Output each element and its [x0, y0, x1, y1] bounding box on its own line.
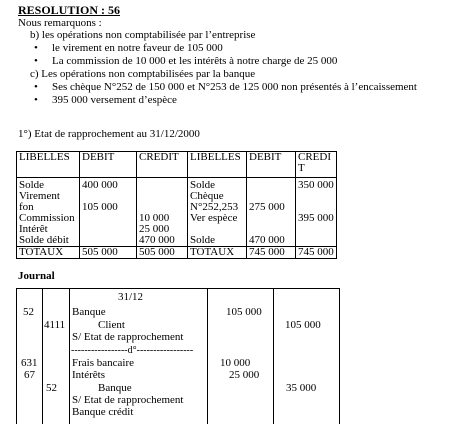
cell-line: 470 000: [139, 234, 175, 246]
header-cell: DEBIT: [247, 152, 296, 178]
journal-border: [273, 288, 274, 424]
page-title: RESOLUTION : 56: [18, 3, 121, 17]
table-totals-row: [17, 247, 337, 259]
cell-line: 350 000: [298, 179, 334, 191]
journal-grid: [16, 288, 340, 424]
right-debit-cell: [247, 178, 296, 247]
journal-top-border: [16, 288, 340, 289]
account-number: 631: [21, 357, 38, 369]
totals-cell: 745 000: [247, 247, 296, 259]
cell-line: 105 000: [82, 201, 118, 213]
right-libelles-cell: [188, 178, 247, 247]
table-body-row: [17, 178, 337, 247]
credit-amount: 35 000: [286, 382, 317, 394]
cell-line: 395 000: [298, 212, 334, 224]
journal-border: [207, 288, 208, 424]
entry-ref: S/ Etat de rapprochement: [72, 331, 184, 343]
cell-line: Solde: [19, 179, 45, 191]
entry-label: Client: [98, 319, 125, 331]
cell-line: 275 000: [249, 201, 285, 213]
separator-line: -----------------d°-----------------: [71, 345, 194, 356]
journal-date: 31/12: [118, 291, 144, 303]
totals-cell: 745 000: [296, 247, 337, 259]
remark-b: b) les opérations non comptabilisée par l’entreprise: [30, 29, 256, 41]
cell-line: Intérêt: [19, 223, 48, 235]
account-number: 52: [46, 382, 57, 394]
account-number: 4111: [44, 319, 66, 331]
remark-bullet: • le virement en notre faveur de 105 000: [34, 42, 223, 54]
cell-line: Commission: [19, 212, 75, 224]
left-debit-cell: [80, 178, 137, 247]
totals-cell: TOTAUX: [188, 247, 247, 259]
debit-amount: 25 000: [229, 369, 260, 381]
totals-cell: TOTAUX: [17, 247, 80, 259]
journal-border: [42, 288, 43, 424]
cell-line: Solde débit: [19, 234, 69, 246]
entry-label: Frais bancaire: [72, 357, 134, 369]
header-cell: DEBIT: [80, 152, 137, 178]
journal-border: [339, 288, 340, 424]
cell-line: fon: [19, 201, 34, 213]
header-cell: CREDI T: [296, 152, 337, 178]
header-cell: LIBELLES: [188, 152, 247, 178]
debit-amount: 10 000: [220, 357, 251, 369]
entry-label: Banque: [98, 382, 132, 394]
cell-line: 25 000: [139, 223, 170, 235]
cell-line: N°252,253: [190, 201, 239, 213]
remark-bullet: • La commission de 10 000 et les intérêts à notre charge de 25 000: [34, 55, 337, 67]
journal-title: Journal: [18, 270, 55, 282]
right-credit-cell: [296, 178, 337, 247]
entry-extra: Banque crédit: [72, 406, 134, 418]
left-credit-cell: [137, 178, 188, 247]
cell-line: Solde: [190, 234, 216, 246]
debit-amount: 105 000: [226, 306, 262, 318]
cell-line: Virement: [19, 190, 60, 202]
remark-bullet: • 395 000 versement d’espèce: [34, 94, 177, 106]
totals-cell: 505 000: [80, 247, 137, 259]
journal-border: [69, 288, 70, 424]
intro-text: Nous remarquons :: [18, 17, 102, 29]
credit-amount: 105 000: [285, 319, 321, 331]
remark-bullet: • Ses chèque N°252 de 150 000 et N°253 de 125 000 non présentés à l’encaissement: [34, 81, 417, 93]
account-number: 67: [24, 369, 35, 381]
entry-label: Intérêts: [72, 369, 105, 381]
entry-label: Banque: [72, 306, 106, 318]
cell-line: Ver espèce: [190, 212, 238, 224]
section-heading: 1°) Etat de rapprochement au 31/12/2000: [18, 128, 200, 140]
cell-line: 10 000: [139, 212, 170, 224]
cell-line: 400 000: [82, 179, 118, 191]
journal-border: [16, 288, 17, 424]
totals-cell: 505 000: [137, 247, 188, 259]
entry-ref: S/ Etat de rapprochement: [72, 394, 184, 406]
cell-line: Chèque: [190, 190, 224, 202]
rapprochement-table: [16, 151, 337, 259]
account-number: 52: [23, 306, 34, 318]
cell-line: 470 000: [249, 234, 285, 246]
remark-c: c) Les opérations non comptabilisées par la banque: [30, 68, 256, 80]
table-header-row: [17, 152, 337, 178]
cell-line: Solde: [190, 179, 216, 191]
header-cell: CREDIT: [137, 152, 188, 178]
left-libelles-cell: [17, 178, 80, 247]
header-cell: LIBELLES: [17, 152, 80, 178]
